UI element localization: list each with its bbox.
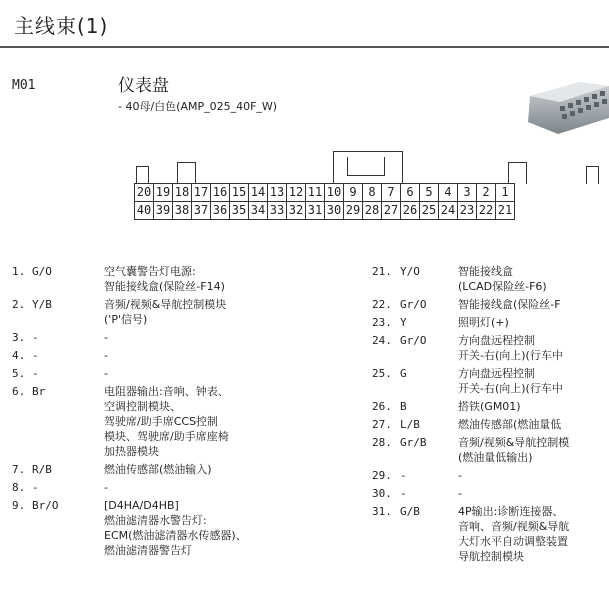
wire-color: Y xyxy=(400,316,407,329)
pin-number: 26. xyxy=(372,400,392,413)
pin-cell: 13 xyxy=(268,184,287,202)
pin-cell: 37 xyxy=(192,202,211,220)
pin-grid-latch-center-inner xyxy=(347,157,385,176)
wire-color: Y/B xyxy=(32,298,52,311)
pin-description-line: - xyxy=(104,331,108,344)
wire-color: - xyxy=(32,367,39,380)
connector-spec: - 40母/白色(AMP_025_40F_W) xyxy=(118,100,278,113)
pin-number: 1. xyxy=(12,265,26,278)
pin-grid xyxy=(134,183,515,220)
pin-description-line: 大灯水平自动调整装置 xyxy=(458,535,568,548)
pin-number: 2. xyxy=(12,298,26,311)
wire-color: Br xyxy=(32,385,46,398)
page-title: 主线束(1) xyxy=(14,14,109,38)
pin-cell: 8 xyxy=(363,184,382,202)
pin-description-line: 搭铁(GM01) xyxy=(458,400,521,413)
pin-number: 22. xyxy=(372,298,392,311)
pin-cell: 2 xyxy=(477,184,496,202)
pin-description-line: ('P'信号) xyxy=(104,313,148,326)
pin-number: 5. xyxy=(12,367,26,380)
pin-cell: 38 xyxy=(173,202,192,220)
pin-number: 9. xyxy=(12,499,26,512)
wire-color: G/B xyxy=(400,505,420,518)
pin-description-line: 燃油滤清器警告灯 xyxy=(104,544,192,557)
pin-description-line: 音频/视频&导航控制模块 xyxy=(104,298,227,311)
pin-description-line: 音响、音频/视频&导航 xyxy=(458,520,570,533)
pin-description-line: 智能接线盒(保险丝-F14) xyxy=(104,280,225,293)
pin-description-line: 空调控制模块、 xyxy=(104,400,181,413)
pin-cell: 39 xyxy=(154,202,173,220)
pin-grid-latch-18 xyxy=(177,162,196,184)
pin-description-line: 燃油滤清器水警告灯: xyxy=(104,514,207,527)
pin-cell: 4 xyxy=(439,184,458,202)
pin-number: 4. xyxy=(12,349,26,362)
pin-grid-latch-left xyxy=(136,166,149,184)
pin-number: 27. xyxy=(372,418,392,431)
pin-cell: 1 xyxy=(496,184,515,202)
pin-number: 6. xyxy=(12,385,26,398)
pin-cell: 14 xyxy=(249,184,268,202)
pin-cell: 24 xyxy=(439,202,458,220)
wire-color: B xyxy=(400,400,407,413)
pin-description-line: 智能接线盒(保险丝-F xyxy=(458,298,561,311)
wire-color: Gr/B xyxy=(400,436,427,449)
pin-cell: 19 xyxy=(154,184,173,202)
pin-cell: 18 xyxy=(173,184,192,202)
pin-cell: 12 xyxy=(287,184,306,202)
pin-cell: 7 xyxy=(382,184,401,202)
wire-color: R/B xyxy=(32,463,52,476)
pin-number: 3. xyxy=(12,331,26,344)
pin-description-line: 导航控制模块 xyxy=(458,550,524,563)
pin-cell: 15 xyxy=(230,184,249,202)
pin-cell: 17 xyxy=(192,184,211,202)
wire-color: - xyxy=(32,481,39,494)
pin-description-line: 加热器模块 xyxy=(104,445,159,458)
pin-cell: 21 xyxy=(496,202,515,220)
wire-color: G xyxy=(400,367,407,380)
pin-description-line: 燃油传感部(燃油量低 xyxy=(458,418,562,431)
pin-cell: 5 xyxy=(420,184,439,202)
pin-number: 21. xyxy=(372,265,392,278)
pin-cell: 22 xyxy=(477,202,496,220)
wire-color: Gr/O xyxy=(400,298,427,311)
pin-description-line: 智能接线盒 xyxy=(458,265,513,278)
wire-color: Br/O xyxy=(32,499,59,512)
pin-description-line: 方向盘远程控制 xyxy=(458,334,535,347)
wire-color: G/O xyxy=(32,265,52,278)
pin-description-line: 4P输出:诊断连接器、 xyxy=(458,505,564,518)
pin-description-line: 方向盘远程控制 xyxy=(458,367,535,380)
wire-color: - xyxy=(32,331,39,344)
pin-description-line: [D4HA/D4HB] xyxy=(104,499,179,512)
pin-number: 7. xyxy=(12,463,26,476)
pin-description-line: 照明灯(+) xyxy=(458,316,509,329)
pin-description-line: 模块、驾驶席/助手席座椅 xyxy=(104,430,229,443)
pin-description-line: (LCAD保险丝-F6) xyxy=(458,280,547,293)
pin-number: 31. xyxy=(372,505,392,518)
pin-list-right xyxy=(372,264,609,610)
pin-row-bottom xyxy=(135,202,515,220)
pin-number: 29. xyxy=(372,469,392,482)
pin-cell: 3 xyxy=(458,184,477,202)
connector-id: M01 xyxy=(12,78,36,93)
wire-color: - xyxy=(400,487,407,500)
wire-color: Y/O xyxy=(400,265,420,278)
pin-cell: 25 xyxy=(420,202,439,220)
pin-cell: 16 xyxy=(211,184,230,202)
pin-cell: 26 xyxy=(401,202,420,220)
pin-grid-latch-4 xyxy=(508,162,527,184)
pin-cell: 40 xyxy=(135,202,154,220)
pin-list-left xyxy=(12,264,312,610)
pin-description-line: 电阻器输出:音响、钟表、 xyxy=(104,385,229,398)
wire-color: - xyxy=(32,349,39,362)
pin-cell: 23 xyxy=(458,202,477,220)
pin-cell: 9 xyxy=(344,184,363,202)
wire-color: - xyxy=(400,469,407,482)
pin-description-line: 燃油传感部(燃油输入) xyxy=(104,463,212,476)
pin-cell: 30 xyxy=(325,202,344,220)
pin-description-line: - xyxy=(104,349,108,362)
pin-cell: 10 xyxy=(325,184,344,202)
pin-description-line: 空气囊警告灯电源: xyxy=(104,265,196,278)
pin-number: 24. xyxy=(372,334,392,347)
pin-description-line: (燃油量低输出) xyxy=(458,451,533,464)
pin-description-line: 音频/视频&导航控制模 xyxy=(458,436,570,449)
pin-description-line: ECM(燃油滤清器水传感器)、 xyxy=(104,529,247,542)
pin-number: 8. xyxy=(12,481,26,494)
pin-grid-latch-right xyxy=(586,166,599,184)
pin-description-line: 开关-右(向上)(行车中 xyxy=(458,382,563,395)
pin-description-line: 驾驶席/助手席CCS控制 xyxy=(104,415,219,428)
wire-color: L/B xyxy=(400,418,420,431)
pin-number: 30. xyxy=(372,487,392,500)
pin-description-line: - xyxy=(104,481,108,494)
pin-cell: 28 xyxy=(363,202,382,220)
pin-cell: 11 xyxy=(306,184,325,202)
pin-cell: 29 xyxy=(344,202,363,220)
pin-cell: 32 xyxy=(287,202,306,220)
pin-cell: 31 xyxy=(306,202,325,220)
pin-row-top xyxy=(135,184,515,202)
pin-description-line: - xyxy=(104,367,108,380)
pin-cell: 6 xyxy=(401,184,420,202)
pin-cell: 36 xyxy=(211,202,230,220)
pin-cell: 34 xyxy=(249,202,268,220)
pin-description-line: - xyxy=(458,487,462,500)
pin-number: 25. xyxy=(372,367,392,380)
pin-number: 28. xyxy=(372,436,392,449)
pin-description-line: 开关-右(向上)(行车中 xyxy=(458,349,563,362)
connector-photo-icon xyxy=(520,78,609,134)
pin-cell: 20 xyxy=(135,184,154,202)
pin-description-line: - xyxy=(458,469,462,482)
title-divider xyxy=(0,46,609,48)
pin-number: 23. xyxy=(372,316,392,329)
pin-cell: 33 xyxy=(268,202,287,220)
pin-cell: 35 xyxy=(230,202,249,220)
connector-name: 仪表盘 xyxy=(118,76,169,96)
wire-color: Gr/O xyxy=(400,334,427,347)
pin-cell: 27 xyxy=(382,202,401,220)
